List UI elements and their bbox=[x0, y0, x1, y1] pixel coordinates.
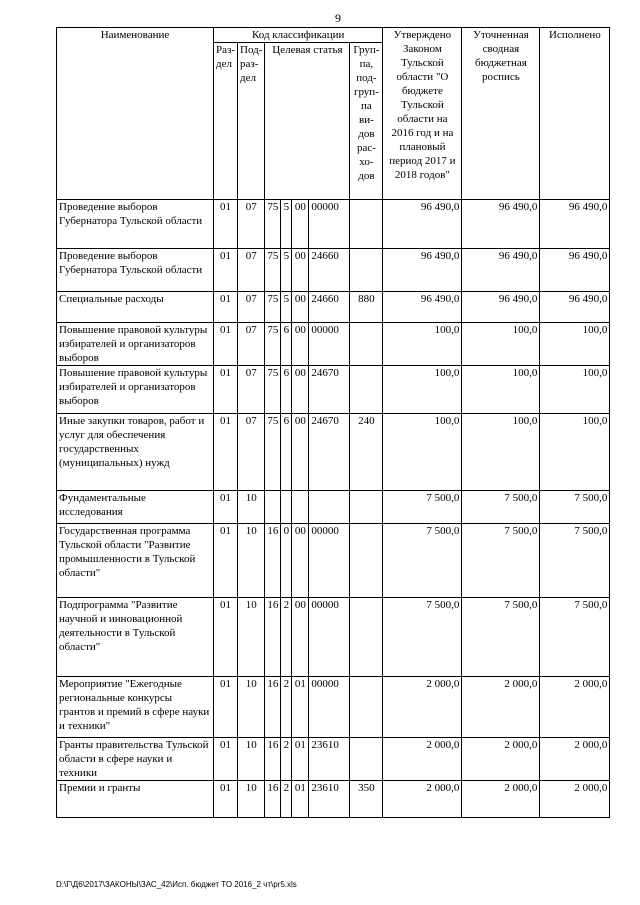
target-program-code: 75 bbox=[265, 292, 281, 323]
table-row bbox=[57, 491, 610, 524]
razdel-code: 01 bbox=[214, 738, 238, 781]
expense-type-code bbox=[350, 200, 383, 249]
target-event-code: 00 bbox=[292, 598, 309, 677]
target-event-code: 00 bbox=[292, 366, 309, 414]
target-program-code: 75 bbox=[265, 249, 281, 292]
target-program-code: 75 bbox=[265, 366, 281, 414]
expense-type-code bbox=[350, 524, 383, 598]
target-subprogram-code: 5 bbox=[281, 292, 292, 323]
target-event-code: 00 bbox=[292, 323, 309, 366]
expense-type-code bbox=[350, 491, 383, 524]
row-name: Подпрограмма "Развитие научной и инновационной деятельности в Тульской области" bbox=[57, 598, 214, 677]
target-direction-code: 00000 bbox=[309, 524, 350, 598]
target-subprogram-code: 5 bbox=[281, 200, 292, 249]
file-path-footer: D:\Г\Д6\2017\ЗАКОНЫ\ЗАС_42\Исп. бюджет ТО 2016_2 чт\pr5.xls bbox=[56, 880, 297, 889]
target-program-code: 75 bbox=[265, 414, 281, 491]
razdel-code: 01 bbox=[214, 491, 238, 524]
table-row bbox=[57, 414, 610, 491]
podrazdel-code: 07 bbox=[238, 414, 265, 491]
table-row bbox=[57, 200, 610, 249]
revised-amount: 100,0 bbox=[462, 414, 540, 491]
page-number: 9 bbox=[335, 11, 341, 25]
target-event-code: 00 bbox=[292, 249, 309, 292]
expense-type-code bbox=[350, 366, 383, 414]
target-subprogram-code: 2 bbox=[281, 598, 292, 677]
expense-type-code bbox=[350, 323, 383, 366]
target-event-code: 01 bbox=[292, 738, 309, 781]
razdel-code: 01 bbox=[214, 524, 238, 598]
razdel-code: 01 bbox=[214, 200, 238, 249]
podrazdel-code: 10 bbox=[238, 677, 265, 738]
executed-amount: 96 490,0 bbox=[540, 200, 610, 249]
target-direction-code: 24670 bbox=[309, 366, 350, 414]
podrazdel-code: 10 bbox=[238, 781, 265, 818]
header-subsection: Под-раз-дел bbox=[238, 43, 265, 200]
revised-amount: 96 490,0 bbox=[462, 292, 540, 323]
budget-execution-table bbox=[56, 27, 610, 818]
expense-type-code bbox=[350, 598, 383, 677]
target-subprogram-code: 2 bbox=[281, 738, 292, 781]
row-name: Государственная программа Тульской области "Развитие промышленности в Тульской области" bbox=[57, 524, 214, 598]
table-body bbox=[57, 200, 610, 818]
executed-amount: 2 000,0 bbox=[540, 781, 610, 818]
target-direction-code: 00000 bbox=[309, 200, 350, 249]
approved-amount: 7 500,0 bbox=[383, 491, 462, 524]
row-name: Гранты правительства Тульской области в сфере науки и техники bbox=[57, 738, 214, 781]
header-revised: Уточненная сводная бюджетная роспись bbox=[462, 28, 540, 200]
revised-amount: 96 490,0 bbox=[462, 200, 540, 249]
razdel-code: 01 bbox=[214, 249, 238, 292]
podrazdel-code: 07 bbox=[238, 249, 265, 292]
executed-amount: 7 500,0 bbox=[540, 524, 610, 598]
executed-amount: 96 490,0 bbox=[540, 249, 610, 292]
podrazdel-code: 10 bbox=[238, 598, 265, 677]
approved-amount: 100,0 bbox=[383, 414, 462, 491]
target-subprogram-code: 2 bbox=[281, 677, 292, 738]
table-row bbox=[57, 292, 610, 323]
podrazdel-code: 07 bbox=[238, 292, 265, 323]
razdel-code: 01 bbox=[214, 677, 238, 738]
table-row bbox=[57, 598, 610, 677]
expense-type-code bbox=[350, 677, 383, 738]
razdel-code: 01 bbox=[214, 323, 238, 366]
target-program-code: 75 bbox=[265, 200, 281, 249]
target-event-code: 01 bbox=[292, 677, 309, 738]
approved-amount: 96 490,0 bbox=[383, 249, 462, 292]
razdel-code: 01 bbox=[214, 781, 238, 818]
target-subprogram-code: 6 bbox=[281, 366, 292, 414]
revised-amount: 7 500,0 bbox=[462, 598, 540, 677]
target-subprogram-code: 2 bbox=[281, 781, 292, 818]
target-event-code: 00 bbox=[292, 414, 309, 491]
target-subprogram-code bbox=[281, 491, 292, 524]
target-program-code: 75 bbox=[265, 323, 281, 366]
header-target-item: Целевая статья bbox=[265, 43, 350, 200]
podrazdel-code: 07 bbox=[238, 323, 265, 366]
target-program-code: 16 bbox=[265, 738, 281, 781]
podrazdel-code: 07 bbox=[238, 366, 265, 414]
approved-amount: 96 490,0 bbox=[383, 292, 462, 323]
target-event-code: 00 bbox=[292, 200, 309, 249]
table-row bbox=[57, 781, 610, 818]
header-executed: Исполнено bbox=[540, 28, 610, 200]
podrazdel-code: 07 bbox=[238, 200, 265, 249]
target-direction-code: 24660 bbox=[309, 292, 350, 323]
header-classification-code: Код классификации bbox=[214, 28, 383, 43]
approved-amount: 96 490,0 bbox=[383, 200, 462, 249]
header-name: Наименование bbox=[57, 28, 214, 200]
table-row bbox=[57, 738, 610, 781]
approved-amount: 7 500,0 bbox=[383, 524, 462, 598]
header-approved: Утверждено Законом Тульской области "О бюджете Тульской области на 2016 год и на плановый период 2017 и 2018 годов" bbox=[383, 28, 462, 200]
approved-amount: 7 500,0 bbox=[383, 598, 462, 677]
row-name: Специальные расходы bbox=[57, 292, 214, 323]
razdel-code: 01 bbox=[214, 292, 238, 323]
target-event-code bbox=[292, 491, 309, 524]
target-direction-code bbox=[309, 491, 350, 524]
revised-amount: 2 000,0 bbox=[462, 677, 540, 738]
target-direction-code: 24660 bbox=[309, 249, 350, 292]
target-event-code: 00 bbox=[292, 524, 309, 598]
row-name: Фундаментальные исследования bbox=[57, 491, 214, 524]
executed-amount: 100,0 bbox=[540, 323, 610, 366]
header-expense-group: Груп-па, под-груп-па ви-дов рас-хо-дов bbox=[350, 43, 383, 200]
target-direction-code: 00000 bbox=[309, 323, 350, 366]
target-direction-code: 23610 bbox=[309, 738, 350, 781]
target-program-code: 16 bbox=[265, 598, 281, 677]
target-program-code: 16 bbox=[265, 781, 281, 818]
target-program-code: 16 bbox=[265, 524, 281, 598]
executed-amount: 7 500,0 bbox=[540, 491, 610, 524]
podrazdel-code: 10 bbox=[238, 524, 265, 598]
approved-amount: 2 000,0 bbox=[383, 677, 462, 738]
approved-amount: 100,0 bbox=[383, 366, 462, 414]
target-direction-code: 24670 bbox=[309, 414, 350, 491]
executed-amount: 2 000,0 bbox=[540, 677, 610, 738]
row-name: Иные закупки товаров, работ и услуг для обеспечения государственных (муниципальных) нужд bbox=[57, 414, 214, 491]
approved-amount: 2 000,0 bbox=[383, 738, 462, 781]
razdel-code: 01 bbox=[214, 366, 238, 414]
target-subprogram-code: 5 bbox=[281, 249, 292, 292]
target-program-code: 16 bbox=[265, 677, 281, 738]
table-row bbox=[57, 249, 610, 292]
razdel-code: 01 bbox=[214, 598, 238, 677]
target-event-code: 00 bbox=[292, 292, 309, 323]
row-name: Проведение выборов Губернатора Тульской области bbox=[57, 249, 214, 292]
expense-type-code bbox=[350, 738, 383, 781]
revised-amount: 7 500,0 bbox=[462, 524, 540, 598]
expense-type-code: 880 bbox=[350, 292, 383, 323]
expense-type-code bbox=[350, 249, 383, 292]
executed-amount: 7 500,0 bbox=[540, 598, 610, 677]
revised-amount: 100,0 bbox=[462, 323, 540, 366]
header-section: Раз-дел bbox=[214, 43, 238, 200]
podrazdel-code: 10 bbox=[238, 491, 265, 524]
approved-amount: 2 000,0 bbox=[383, 781, 462, 818]
revised-amount: 7 500,0 bbox=[462, 491, 540, 524]
revised-amount: 100,0 bbox=[462, 366, 540, 414]
row-name: Премии и гранты bbox=[57, 781, 214, 818]
table-row bbox=[57, 366, 610, 414]
row-name: Повышение правовой культуры избирателей и организаторов выборов bbox=[57, 323, 214, 366]
row-name: Проведение выборов Губернатора Тульской области bbox=[57, 200, 214, 249]
expense-type-code: 350 bbox=[350, 781, 383, 818]
row-name: Мероприятие "Ежегодные региональные конкурсы грантов и премий в сфере науки и техники" bbox=[57, 677, 214, 738]
executed-amount: 96 490,0 bbox=[540, 292, 610, 323]
table-row bbox=[57, 323, 610, 366]
row-name: Повышение правовой культуры избирателей и организаторов выборов bbox=[57, 366, 214, 414]
target-direction-code: 23610 bbox=[309, 781, 350, 818]
target-subprogram-code: 0 bbox=[281, 524, 292, 598]
podrazdel-code: 10 bbox=[238, 738, 265, 781]
target-program-code bbox=[265, 491, 281, 524]
expense-type-code: 240 bbox=[350, 414, 383, 491]
target-subprogram-code: 6 bbox=[281, 323, 292, 366]
executed-amount: 100,0 bbox=[540, 414, 610, 491]
revised-amount: 96 490,0 bbox=[462, 249, 540, 292]
revised-amount: 2 000,0 bbox=[462, 781, 540, 818]
executed-amount: 100,0 bbox=[540, 366, 610, 414]
target-subprogram-code: 6 bbox=[281, 414, 292, 491]
table-row bbox=[57, 677, 610, 738]
table-row bbox=[57, 524, 610, 598]
razdel-code: 01 bbox=[214, 414, 238, 491]
target-event-code: 01 bbox=[292, 781, 309, 818]
approved-amount: 100,0 bbox=[383, 323, 462, 366]
target-direction-code: 00000 bbox=[309, 677, 350, 738]
revised-amount: 2 000,0 bbox=[462, 738, 540, 781]
target-direction-code: 00000 bbox=[309, 598, 350, 677]
executed-amount: 2 000,0 bbox=[540, 738, 610, 781]
